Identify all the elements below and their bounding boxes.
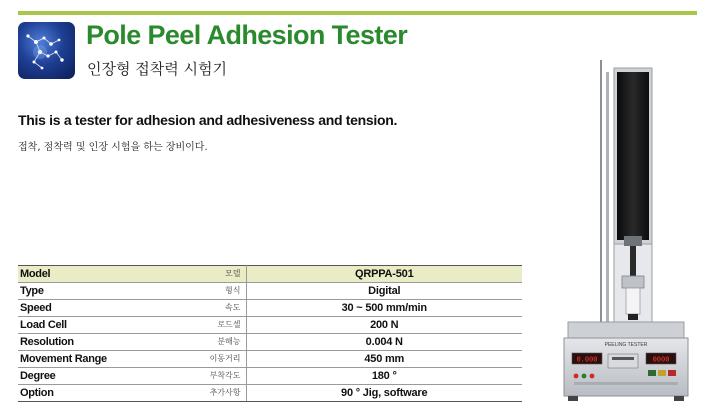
spec-label: Model xyxy=(18,266,148,283)
spec-label: Movement Range xyxy=(18,351,148,368)
spec-label-korean: 분해능 xyxy=(148,334,246,351)
spec-value: 200 N xyxy=(246,317,522,334)
constellation-logo-icon xyxy=(18,22,75,79)
page-title: Pole Peel Adhesion Tester xyxy=(86,20,408,50)
header-rule xyxy=(18,11,697,15)
readout-right: 0000 xyxy=(652,355,670,364)
spec-label-korean: 부착각도 xyxy=(148,368,246,385)
description-korean: 접착, 점착력 및 인장 시험을 하는 장비이다. xyxy=(18,142,208,153)
spec-label: Type xyxy=(18,283,148,300)
product-photo xyxy=(552,60,702,405)
spec-label-korean: 모델 xyxy=(148,266,246,283)
spec-label: Speed xyxy=(18,300,148,317)
spec-row-load-cell xyxy=(18,317,522,334)
spec-value: Digital xyxy=(246,283,522,300)
spec-value: 180 ° xyxy=(246,368,522,385)
spec-row-speed xyxy=(18,300,522,317)
model-value: QRPPA-501 xyxy=(246,266,522,283)
spec-row-option xyxy=(18,385,522,402)
spec-row-type xyxy=(18,283,522,300)
spec-label-korean: 로드셀 xyxy=(148,317,246,334)
spec-label-korean: 속도 xyxy=(148,300,246,317)
page-subtitle-korean: 인장형 접착력 시험기 xyxy=(87,60,227,78)
spec-value: 0.004 N xyxy=(246,334,522,351)
spec-table xyxy=(18,265,522,402)
panel-label: PEELING TESTER xyxy=(604,342,648,348)
spec-value: 30 ~ 500 mm/min xyxy=(246,300,522,317)
spec-label-korean: 이동거리 xyxy=(148,351,246,368)
spec-row-movement-range xyxy=(18,351,522,368)
readout-left: 0.000 xyxy=(576,355,598,364)
spec-table-header-row xyxy=(18,266,522,283)
spec-label-korean: 형식 xyxy=(148,283,246,300)
spec-row-degree xyxy=(18,368,522,385)
spec-label-korean: 추가사항 xyxy=(148,385,246,402)
description-english: This is a tester for adhesion and adhesiveness and tension. xyxy=(18,112,398,128)
spec-label: Resolution xyxy=(18,334,148,351)
spec-row-resolution xyxy=(18,334,522,351)
spec-label: Load Cell xyxy=(18,317,148,334)
spec-label: Option xyxy=(18,385,148,402)
spec-value: 90 ° Jig, software xyxy=(246,385,522,402)
spec-value: 450 mm xyxy=(246,351,522,368)
spec-label: Degree xyxy=(18,368,148,385)
